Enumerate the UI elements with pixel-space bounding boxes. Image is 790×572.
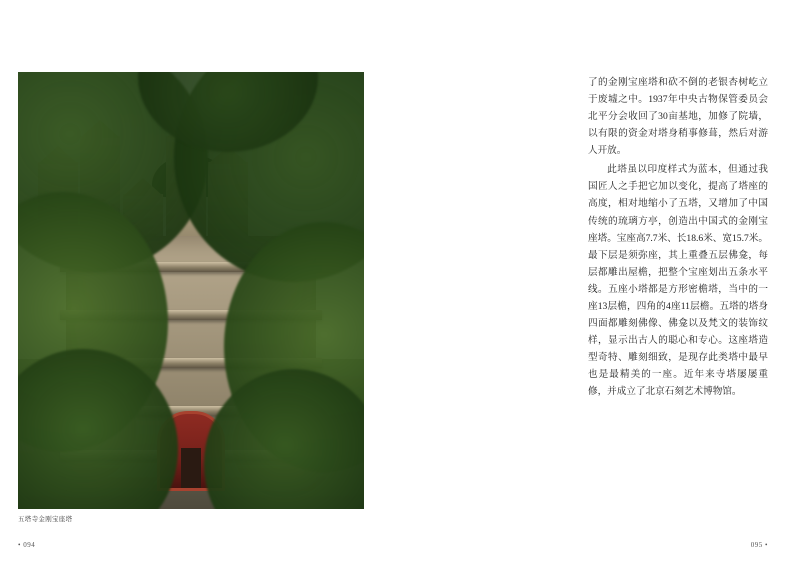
- body-text-column: [588, 74, 768, 402]
- wuta-temple-pagoda-photo: [18, 72, 364, 509]
- photo-caption: 五塔寺金刚宝座塔: [18, 516, 73, 523]
- right-page: [395, 0, 790, 572]
- paragraph-continuation: 了的金刚宝座塔和砍不倒的老银杏树屹立于废墟之中。1937年中央古物保管委员会北平分会收回了30亩基地，加修了院墙，以有限的资金对塔身稍事修葺，然后对游人开放。: [588, 77, 768, 157]
- paragraph-pagoda-description: 此塔虽以印度样式为蓝本，但通过我国匠人之手把它加以变化，提高了塔座的高度，相对地缩小了五塔，又增加了中国传统的琉璃方亭，创造出中国式的金刚宝座塔。宝座高7.7米、长18.6米、宽15.7米。最下层是须弥座，其上重叠五层佛龛，每层都雕出屋檐，把整个宝座划出五条水平线。五座小塔都是方形密檐塔，当中的一座13层檐，四角的4座11层檐。五塔的塔身四面都雕刻佛像、佛龛以及梵文的装饰纹样，显示出古人的聪心和专心。这座塔造型奇特、雕刻细致，是现存此类塔中最早也是最精美的一座。近年来寺塔屡屡重修，并成立了北京石刻艺术博物馆。: [588, 164, 768, 398]
- page-number-right: 095 •: [750, 541, 768, 549]
- page-number-left: • 094: [18, 541, 36, 549]
